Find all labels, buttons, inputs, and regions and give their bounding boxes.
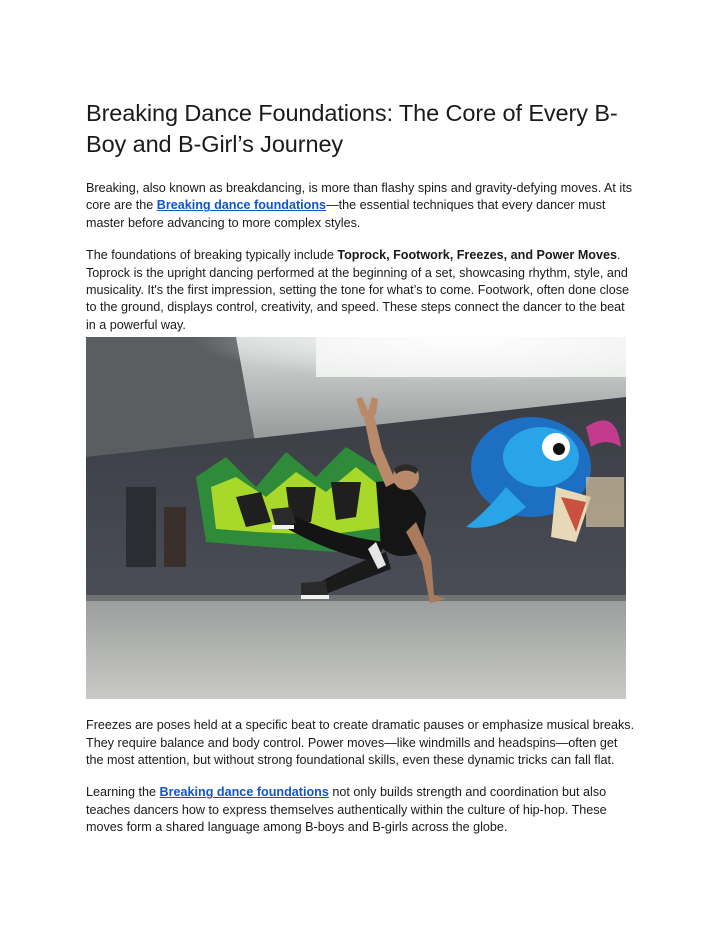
learning-text-after: not only builds strength and coordination but also teaches dancers how to express themselves authentically within the culture of hip-hop. These moves form a shared language among B-boys and B-girls across the globe. bbox=[86, 785, 607, 835]
foundations-text-before: The foundations of breaking typically include bbox=[86, 248, 338, 263]
breaking-foundations-link-2[interactable]: Breaking dance foundations bbox=[159, 785, 329, 800]
breakdancer-photo bbox=[86, 337, 626, 699]
learning-paragraph bbox=[86, 784, 636, 836]
freezes-paragraph: Freezes are poses held at a specific beat to create dramatic pauses or emphasize musical breaks. They require balance and body control. Power moves—like windmills and headspins—often get the most attention, but without strong foundational skills, even these dynamic tricks can fall flat. bbox=[86, 718, 635, 768]
foundations-bold-list: Toprock, Footwork, Freezes, and Power Moves bbox=[337, 248, 618, 263]
intro-text-after: —the essential techniques that every dancer must master before advancing to more complex styles. bbox=[86, 198, 606, 230]
intro-paragraph bbox=[86, 180, 636, 232]
foundations-text-after: . Toprock is the upright dancing performed at the beginning of a set, showcasing rhythm, style, and musicality. It's the first impression, setting the tone for what’s to come. Footwork, often done close to the ground, displays control, creativity, and speed. These steps connect the dancer to the beat in a powerful way. bbox=[86, 248, 630, 332]
intro-text-before: Breaking, also known as breakdancing, is more than flashy spins and gravity-defying moves. At its core are the bbox=[86, 181, 633, 213]
document-page bbox=[86, 98, 636, 837]
page-title: Breaking Dance Foundations: The Core of Every B-Boy and B-Girl’s Journey bbox=[86, 100, 618, 157]
learning-text-before: Learning the bbox=[86, 785, 160, 800]
foundations-paragraph bbox=[86, 247, 636, 334]
breaking-foundations-link[interactable]: Breaking dance foundations bbox=[156, 198, 327, 213]
